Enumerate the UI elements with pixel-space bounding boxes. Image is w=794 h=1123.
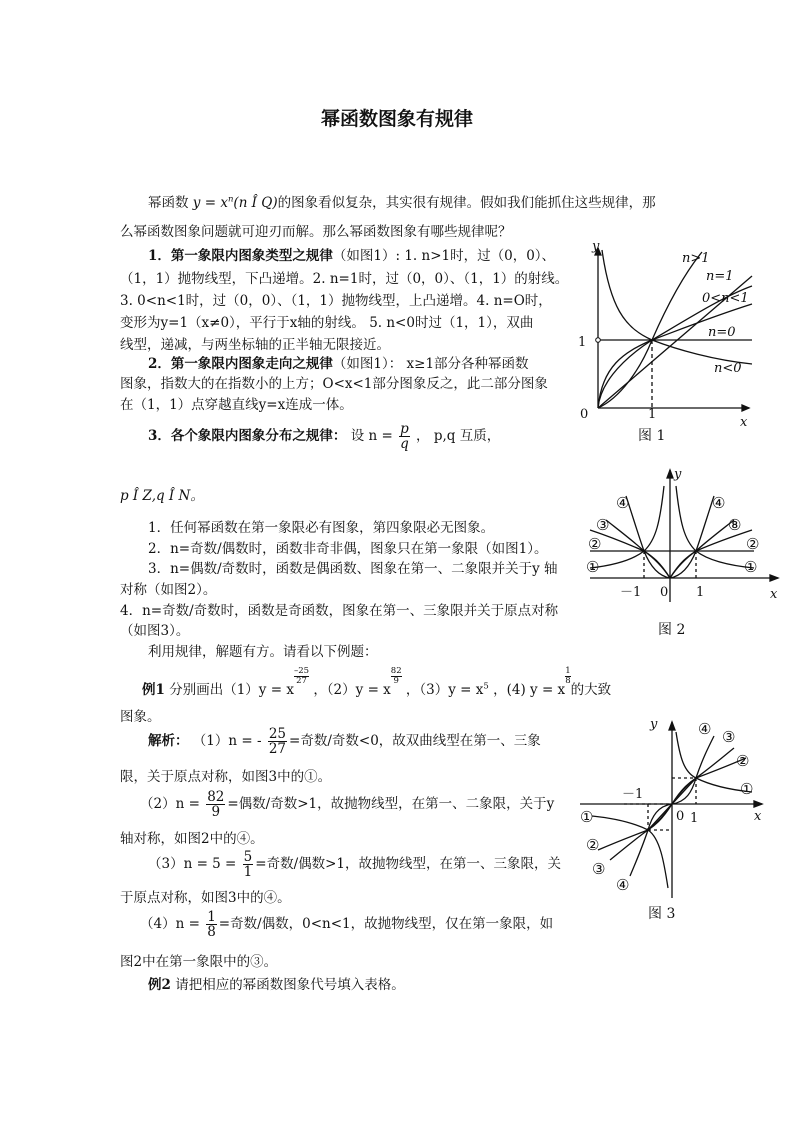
- ex1-d: ，(4) y = x: [493, 682, 566, 698]
- example1-line-1: [142, 666, 612, 698]
- figure-3: [576, 712, 772, 924]
- ex1-exp1: $\frac{-25}{27}$: [293, 666, 310, 686]
- solution-1: [148, 727, 541, 756]
- ex1-b: ，（2）y = x: [313, 682, 391, 698]
- intro-line-1: [148, 191, 656, 211]
- fig2-curve-r4: [670, 496, 714, 578]
- rule1-line-1: [148, 244, 555, 264]
- fig1-x-label: x: [740, 415, 748, 430]
- fig1-lbl-eq0: n=0: [708, 325, 736, 340]
- rule3-item-5: 利用规律，解题有方。请看以下例题：: [148, 644, 378, 660]
- fig2-l3: ③: [596, 516, 610, 534]
- intro-formula-cond: (n Î Q): [233, 195, 278, 211]
- s2-pre: （2）n =: [140, 796, 200, 813]
- rule3-cond: p Î Z,q Î N。: [120, 488, 204, 504]
- fig3-q3-c2: [598, 804, 672, 850]
- solution-3b: 于原点对称，如图3中的④。: [120, 890, 291, 906]
- ex1-e: 的大致: [570, 682, 612, 698]
- rule3-item-3: 3．n=偶数/奇数时，函数是偶函数、图象在第一、二象限并关于y 轴: [148, 561, 558, 577]
- fig2-r4: ④: [712, 494, 726, 512]
- fig3-q1-4: ④: [698, 720, 712, 738]
- rule3-line-1: [148, 422, 500, 451]
- fig2-zero: 0: [660, 585, 669, 600]
- s2-frac: $\frac{82}{9}$: [207, 789, 225, 821]
- s1-post: =奇数/奇数<0，故双曲线型在第一、三象: [289, 733, 541, 750]
- fig3-q3-4: ④: [616, 876, 630, 894]
- s1-frac: $\frac{25}{27}$: [268, 726, 287, 758]
- s4-frac: $\frac{1}{8}$: [207, 909, 216, 941]
- rule2-text: （如图1）： x≥1部分各种幂函数: [332, 356, 529, 372]
- ex1-exp3: 5: [483, 681, 489, 692]
- fig3-q1-1: ①: [740, 780, 754, 798]
- rule2-heading: 2．第一象限内图象走向之规律: [148, 356, 333, 372]
- rule3-item-4b: （如图3）。: [120, 623, 190, 639]
- fig2-l1: ①: [586, 558, 600, 576]
- rule1-text: （如图1）: 1. n>1时，过（0，0）、: [332, 248, 556, 264]
- fig2-r8: ⑧: [728, 516, 742, 534]
- fig2-l4: ④: [616, 494, 630, 512]
- rule1-heading: 1．第一象限内图象类型之规律: [148, 248, 333, 264]
- fig1-lbl-gt1: n>1: [682, 251, 710, 266]
- fig3-zero: 0: [676, 809, 685, 824]
- example2-label: 例2: [148, 977, 171, 993]
- intro-formula: y = x: [192, 195, 228, 211]
- fig1-one-y: 1: [578, 335, 587, 350]
- fig1-lbl-lt0: n<0: [714, 361, 742, 376]
- ex1-exp2: $\frac{82}{9}$: [390, 666, 402, 686]
- page-title: 幂函数图象有规律: [320, 108, 473, 130]
- fig2-caption: 图 2: [658, 622, 686, 638]
- fig3-q3-1: ①: [580, 808, 594, 826]
- frac-num: p: [400, 421, 409, 437]
- fig1-curve-mid: [598, 304, 752, 408]
- fig3-q1-3: ③: [722, 728, 736, 746]
- fig2-y-label: y: [674, 467, 682, 482]
- fig3-x-label: x: [754, 809, 762, 824]
- intro-formula-exp: n: [227, 194, 234, 205]
- s4-post: =奇数/偶数，0<n<1，故抛物线型，仅在第一象限，如: [218, 916, 554, 933]
- solution-label: 解析：: [148, 733, 189, 750]
- solution-2b: 轴对称，如图2中的④。: [120, 831, 264, 847]
- fig2-minus-one: －1: [620, 585, 642, 600]
- ex1-c: ，（3）y = x: [405, 682, 484, 698]
- example2-text: 请把相应的幂函数图象代号填入表格。: [175, 977, 405, 993]
- fig2-x-label: x: [770, 587, 778, 602]
- frac-den: q: [400, 436, 409, 453]
- example2-line: [148, 973, 405, 993]
- rule1-line-2: （1，1）抛物线型，下凸递增。2. n=1时，过（0，0）、（1，1）的射线。: [120, 271, 569, 287]
- figure-2: [584, 462, 784, 642]
- s4-pre: （4）n =: [140, 916, 200, 933]
- solution-1b: 限，关于原点对称，如图3中的①。: [120, 769, 332, 785]
- rule3-set: 设 n =: [350, 428, 393, 445]
- fig1-curve-lt0: [602, 250, 752, 364]
- rule2-line-3: 在（1，1）点穿越直线y=x连成一体。: [120, 397, 353, 413]
- intro-text-2: 的图象看似复杂，其实很有规律。假如我们能抓住这些规律，那: [277, 195, 656, 211]
- fig3-q3-c4: [630, 804, 672, 876]
- fig1-one-x: 1: [648, 407, 657, 422]
- solution-2: [140, 790, 554, 819]
- intro-line-2: 么幂函数图象问题就可迎刃而解。那么幂函数图象有哪些规律呢？: [120, 224, 512, 240]
- fig2-curve-r2: [670, 530, 752, 578]
- rule3-heading: 3．各个象限内图象分布之规律：: [148, 428, 347, 445]
- fig1-zero: 0: [580, 407, 589, 422]
- rule3-frac: [399, 422, 410, 451]
- example1-label: 例1: [142, 682, 165, 698]
- solution-4b: 图2中在第一象限中的③。: [120, 954, 278, 970]
- fig3-caption: 图 3: [648, 906, 676, 922]
- intro-text: 幂函数: [148, 195, 189, 211]
- example1-line-2: 图象。: [120, 709, 161, 725]
- solution-3: [148, 850, 561, 879]
- fig2-l2: ②: [588, 535, 602, 553]
- fig1-lbl-mid: 0<n<1: [702, 291, 749, 306]
- fig3-y-label: y: [650, 717, 658, 732]
- rule3-after: ， p,q 互质，: [416, 428, 501, 445]
- fig1-caption: 图 1: [638, 428, 666, 442]
- fig1-lbl-eq1: n=1: [706, 269, 734, 284]
- fig1-y-label: y: [592, 239, 600, 254]
- fig3-q3-3: ③: [592, 860, 606, 878]
- fig2-r2: ②: [746, 535, 760, 553]
- s3-frac: $\frac{5}{1}$: [243, 849, 253, 881]
- rule3-item-1: 1．任何幂函数在第一象限必有图象，第四象限必无图象。: [148, 520, 495, 536]
- rule3-item-4: 4．n=奇数/奇数时，函数是奇函数，图象在第一、三象限并关于原点对称: [120, 603, 559, 619]
- fig1-open-point: [596, 338, 601, 343]
- rule2-line-1: [148, 352, 529, 372]
- fig2-curve-l4: [626, 496, 670, 578]
- s3-post: =奇数/偶数>1，故抛物线型，在第一、三象限，关: [255, 856, 562, 873]
- fig3-one: 1: [690, 811, 699, 826]
- rule3-item-3b: 对称（如图2）。: [120, 582, 217, 598]
- rule3-item-2: 2．n=奇数/偶数时，函数非奇非偶，图象只在第一象限（如图1）。: [148, 541, 548, 557]
- fig3-q1-2: ②: [736, 752, 750, 770]
- s2-post: =偶数/奇数>1，故抛物线型，在第一、二象限，关于y: [227, 796, 555, 813]
- rule1-line-5: 线型，递减，与两坐标轴的正半轴无限接近。: [120, 337, 390, 353]
- fig2-curve-l2: [590, 530, 670, 578]
- ex1-exp4: $\frac{1}{8}$: [565, 666, 571, 686]
- rule1-line-4: 变形为y=1（x≠0），平行于x轴的射线。 5. n<0时过（1，1），双曲: [120, 315, 534, 331]
- fig1-curve-gt1: [598, 252, 702, 408]
- rule2-line-2: 图象，指数大的在指数小的上方；O<x<1部分图象反之，此二部分图象: [120, 376, 548, 392]
- fig2-one: 1: [696, 585, 705, 600]
- solution-4: [140, 910, 553, 939]
- s1-pre: （1）n = -: [192, 733, 262, 750]
- ex1-a: 分别画出（1）y = x: [169, 682, 294, 698]
- s3-pre: （3）n = 5 =: [148, 856, 237, 873]
- fig3-minus-one: －1: [622, 787, 644, 802]
- fig3-q3-2: ②: [586, 836, 600, 854]
- figure-1: [574, 236, 770, 442]
- rule1-line-3: 3. 0<n<1时，过（0，0）、（1，1）抛物线型，上凸递增。4. n=O时，: [120, 293, 552, 309]
- fig3-q1-c2: [672, 758, 746, 804]
- fig2-r1: ①: [744, 558, 758, 576]
